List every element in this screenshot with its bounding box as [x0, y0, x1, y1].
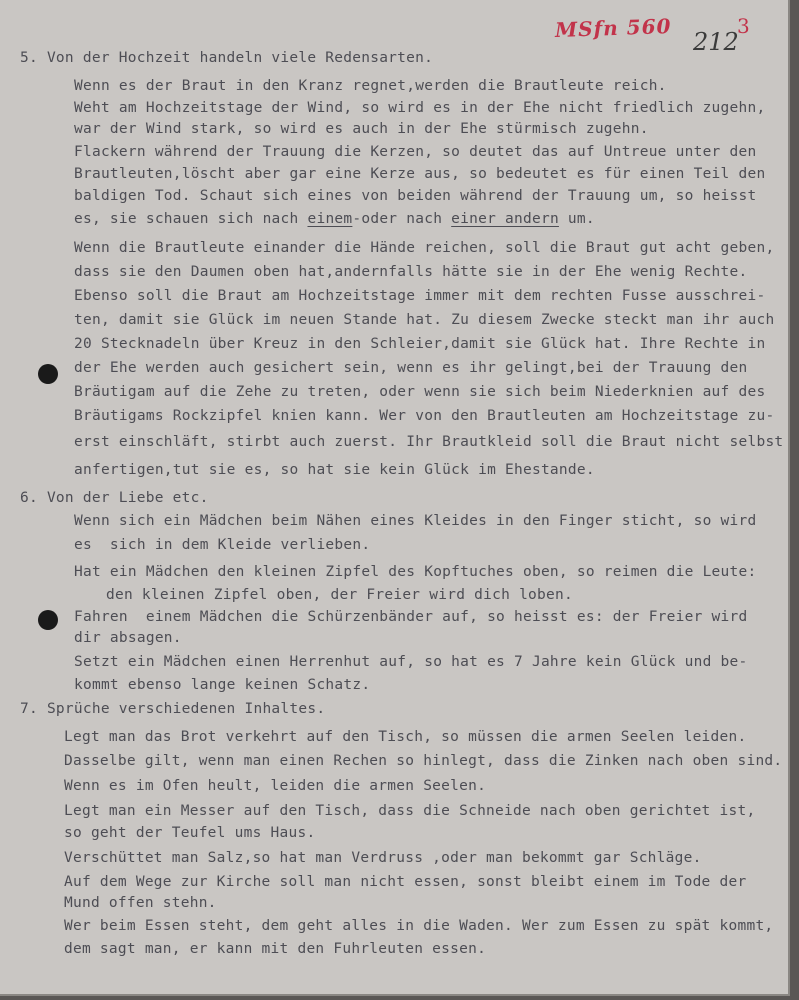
section-5-heading: 5. Von der Hochzeit handeln viele Redensarten. [20, 50, 434, 66]
text-line: 20 Stecknadeln über Kreuz in den Schleier,damit sie Glück hat. Ihre Rechte in [74, 336, 766, 352]
text-segment: es, sie schauen sich nach [74, 211, 308, 227]
text-line: Ebenso soll die Braut am Hochzeitstage immer mit dem rechten Fusse ausschrei- [74, 288, 766, 304]
folio-superscript: 3 [737, 14, 750, 38]
folio-number: 212 [693, 28, 739, 56]
text-line: Legt man ein Messer auf den Tisch, dass die Schneide nach oben gerichtet ist, [64, 803, 756, 819]
text-line: Legt man das Brot verkehrt auf den Tisch, so müssen die armen Seelen leiden. [64, 729, 747, 745]
text-line: anfertigen,tut sie es, so hat sie kein Glück im Ehestande. [74, 462, 595, 478]
text-line: ten, damit sie Glück im neuen Stande hat. Zu diesem Zwecke steckt man ihr auch [74, 312, 775, 328]
underlined-word: einem [307, 211, 353, 227]
text-line: Brautleuten,löscht aber gar eine Kerze aus, so bedeutet es für einen Teil den [74, 166, 766, 182]
text-line: Setzt ein Mädchen einen Herrenhut auf, so hat es 7 Jahre kein Glück und be- [74, 654, 748, 670]
text-line: Bräutigam auf die Zehe zu treten, oder wenn sie sich beim Niederknien auf des [74, 384, 766, 400]
text-line: Mund offen stehn. [64, 895, 217, 911]
text-line: dass sie den Daumen oben hat,andernfalls hätte sie in der Ehe wenig Rechte. [74, 264, 748, 280]
text-line: erst einschläft, stirbt auch zuerst. Ihr Brautkleid soll die Braut nicht selbst [74, 434, 784, 450]
text-line: Wenn es der Braut in den Kranz regnet,werden die Brautleute reich. [74, 78, 667, 94]
text-line: dem sagt man, er kann mit den Fuhrleuten essen. [64, 941, 487, 957]
text-line: dir absagen. [74, 630, 182, 646]
text-line: Auf dem Wege zur Kirche soll man nicht essen, sonst bleibt einem im Tode der [64, 874, 747, 890]
section-6-heading: 6. Von der Liebe etc. [20, 490, 209, 506]
text-line: baldigen Tod. Schaut sich eines von beiden während der Trauung um, so heisst [74, 188, 757, 204]
text-segment: um. [558, 211, 595, 227]
text-line: Weht am Hochzeitstage der Wind, so wird es in der Ehe nicht friedlich zugehn, [74, 100, 766, 116]
shelfmark-annotation: MSfn 560 [554, 13, 672, 43]
punch-hole-bottom [38, 610, 58, 630]
text-line: Flackern während der Trauung die Kerzen, so deutet das auf Untreue unter den [74, 144, 757, 160]
rhyme-line: den kleinen Zipfel oben, der Freier wird dich loben. [106, 587, 573, 603]
text-line: Hat ein Mädchen den kleinen Zipfel des Kopftuches oben, so reimen die Leute: [74, 564, 757, 580]
text-line: Wer beim Essen steht, dem geht alles in die Waden. Wer zum Essen zu spät kommt, [64, 918, 774, 934]
text-line: war der Wind stark, so wird es auch in der Ehe stürmisch zugehn. [74, 121, 649, 137]
text-line-underlined [74, 211, 595, 227]
underlined-word: einer andern [451, 211, 559, 227]
section-7-heading: 7. Sprüche verschiedenen Inhaltes. [20, 701, 326, 717]
text-line: so geht der Teufel ums Haus. [64, 825, 316, 841]
text-line: Bräutigams Rockzipfel knien kann. Wer von den Brautleuten am Hochzeitstage zu- [74, 408, 775, 424]
punch-hole-top [38, 364, 58, 384]
text-segment: -oder nach [352, 211, 452, 227]
text-line: Fahren einem Mädchen die Schürzenbänder auf, so heisst es: der Freier wird [74, 609, 748, 625]
text-line: Dasselbe gilt, wenn man einen Rechen so hinlegt, dass die Zinken nach oben sind. [64, 753, 783, 769]
text-line: kommt ebenso lange keinen Schatz. [74, 677, 371, 693]
text-line: Verschüttet man Salz,so hat man Verdruss ,oder man bekommt gar Schläge. [64, 850, 702, 866]
text-line: es sich in dem Kleide verlieben. [74, 537, 371, 553]
text-line: der Ehe werden auch gesichert sein, wenn es ihr gelingt,bei der Trauung den [74, 360, 748, 376]
text-line: Wenn die Brautleute einander die Hände reichen, soll die Braut gut acht geben, [74, 240, 775, 256]
text-line: Wenn sich ein Mädchen beim Nähen eines Kleides in den Finger sticht, so wird [74, 513, 757, 529]
text-line: Wenn es im Ofen heult, leiden die armen Seelen. [64, 778, 487, 794]
